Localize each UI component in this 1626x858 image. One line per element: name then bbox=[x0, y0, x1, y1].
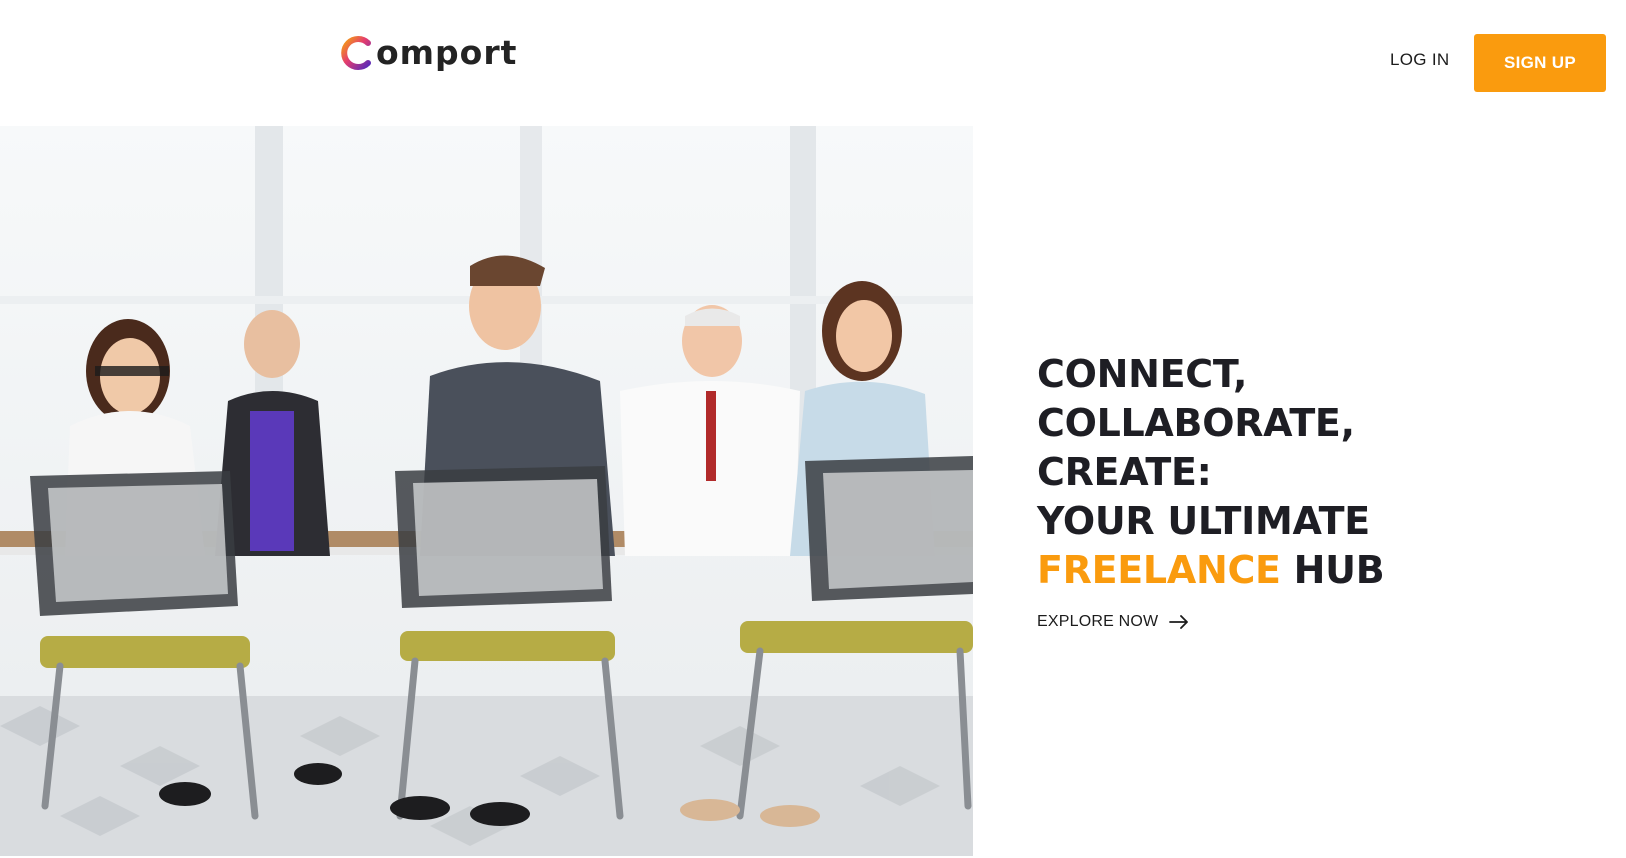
login-link[interactable]: LOG IN bbox=[1390, 50, 1450, 69]
explore-now-link[interactable] bbox=[1037, 613, 1189, 631]
headline-suffix: HUB bbox=[1293, 548, 1385, 592]
hero-headline bbox=[1037, 350, 1557, 595]
arrow-right-icon bbox=[1169, 615, 1189, 629]
headline-line-5 bbox=[1037, 546, 1557, 595]
explore-now-label: EXPLORE NOW bbox=[1037, 613, 1159, 630]
site-header bbox=[0, 0, 1626, 126]
brand-name: omport bbox=[376, 32, 518, 72]
headline-line-1: CONNECT, bbox=[1037, 352, 1248, 396]
brand-logo[interactable] bbox=[338, 30, 517, 76]
hero-copy bbox=[1037, 350, 1557, 631]
headline-line-2: COLLABORATE, bbox=[1037, 401, 1355, 445]
headline-line-3: CREATE: bbox=[1037, 450, 1212, 494]
team-meeting-photo-icon bbox=[0, 126, 973, 856]
signup-button[interactable]: SIGN UP bbox=[1474, 34, 1606, 92]
hero-team-photo bbox=[0, 126, 973, 856]
brand-logo-c-icon bbox=[338, 35, 374, 71]
headline-line-4: YOUR ULTIMATE bbox=[1037, 499, 1370, 543]
headline-highlight-word: FREELANCE bbox=[1037, 548, 1281, 592]
